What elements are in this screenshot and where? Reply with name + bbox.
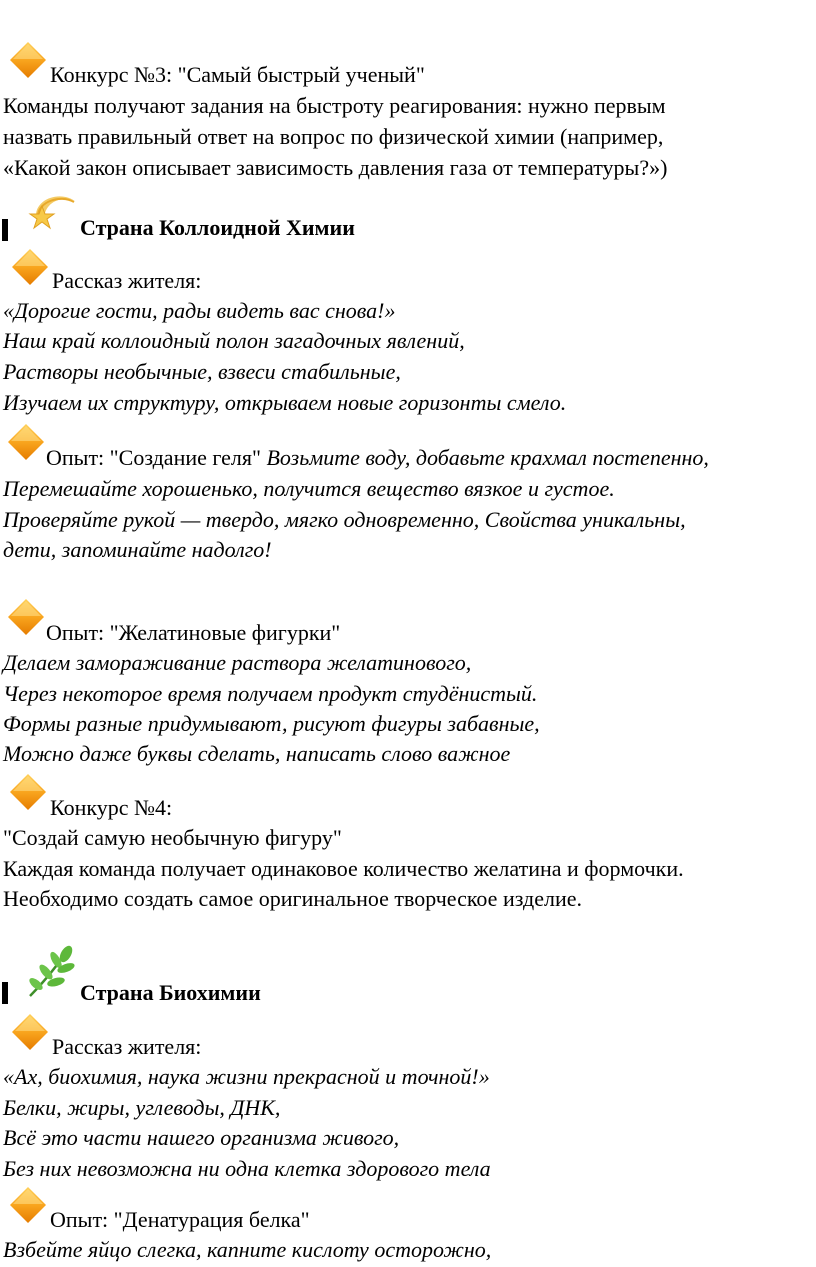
diamond-bullet-icon — [6, 597, 46, 637]
poem-line: «Дорогие гости, рады видеть вас снова!» — [3, 298, 396, 323]
experiment-text: Взбейте яйцо слегка, капните кислоту осторожно, — [3, 1237, 492, 1262]
story-label: Рассказ жителя: — [52, 1034, 202, 1059]
heading-marker — [2, 219, 8, 241]
experiment-title: Опыт: "Создание геля" — [46, 445, 261, 470]
contest4-line: Каждая команда получает одинаковое количество желатина и формочки. — [3, 856, 684, 881]
diamond-bullet-icon — [8, 1185, 48, 1225]
diamond-bullet-icon — [8, 772, 48, 812]
shooting-star-icon — [24, 188, 80, 238]
diamond-bullet-icon — [10, 1012, 50, 1052]
experiment-text: Возьмите воду, добавьте крахмал постепенно, — [266, 445, 709, 470]
contest4-line: Необходимо создать самое оригинальное творческое изделие. — [3, 886, 582, 911]
section-heading-bio: Страна Биохимии — [80, 980, 261, 1005]
section-heading-colloid: Страна Коллоидной Химии — [80, 215, 355, 240]
poem-line: Белки, жиры, углеводы, ДНК, — [3, 1095, 281, 1120]
experiment-text: дети, запоминайте надолго! — [3, 537, 272, 562]
poem-line: Всё это части нашего организма живого, — [3, 1125, 400, 1150]
diamond-bullet-icon — [10, 247, 50, 287]
experiment-text: Делаем замораживание раствора желатинового, — [3, 650, 472, 675]
experiment-title: Опыт: "Желатиновые фигурки" — [46, 620, 341, 645]
experiment-text: Перемешайте хорошенько, получится вещество вязкое и густое. — [3, 476, 615, 501]
heading-marker — [2, 982, 8, 1004]
leaf-branch-icon — [22, 944, 78, 1000]
experiment-text: Можно даже буквы сделать, написать слово важное — [3, 741, 511, 766]
contest3-desc-line: назвать правильный ответ на вопрос по физической химии (например, — [3, 124, 664, 149]
contest3-title: Конкурс №3: "Самый быстрый ученый" — [50, 62, 425, 87]
diamond-bullet-icon — [6, 422, 46, 462]
experiment-text: Проверяйте рукой — твердо, мягко одновременно, Свойства уникальны, — [3, 507, 686, 532]
diamond-bullet-icon — [8, 40, 48, 80]
poem-line: Растворы необычные, взвеси стабильные, — [3, 359, 401, 384]
poem-line: Наш край коллоидный полон загадочных явлений, — [3, 328, 465, 353]
contest4-title: Конкурс №4: — [50, 795, 173, 820]
experiment-title: Опыт: "Денатурация белка" — [50, 1207, 310, 1232]
poem-line: Изучаем их структуру, открываем новые горизонты смело. — [3, 390, 567, 415]
experiment-text: Через некоторое время получаем продукт студёнистый. — [3, 681, 538, 706]
contest3-desc-line: «Какой закон описывает зависимость давления газа от температуры?») — [3, 155, 668, 180]
story-label: Рассказ жителя: — [52, 268, 202, 293]
contest3-desc-line: Команды получают задания на быстроту реагирования: нужно первым — [3, 93, 666, 118]
experiment-line — [46, 445, 709, 471]
contest4-line: "Создай самую необычную фигуру" — [3, 825, 342, 850]
poem-line: «Ах, биохимия, наука жизни прекрасной и точной!» — [3, 1064, 490, 1089]
experiment-text: Формы разные придумывают, рисуют фигуры забавные, — [3, 711, 540, 736]
poem-line: Без них невозможна ни одна клетка здорового тела — [3, 1156, 491, 1181]
